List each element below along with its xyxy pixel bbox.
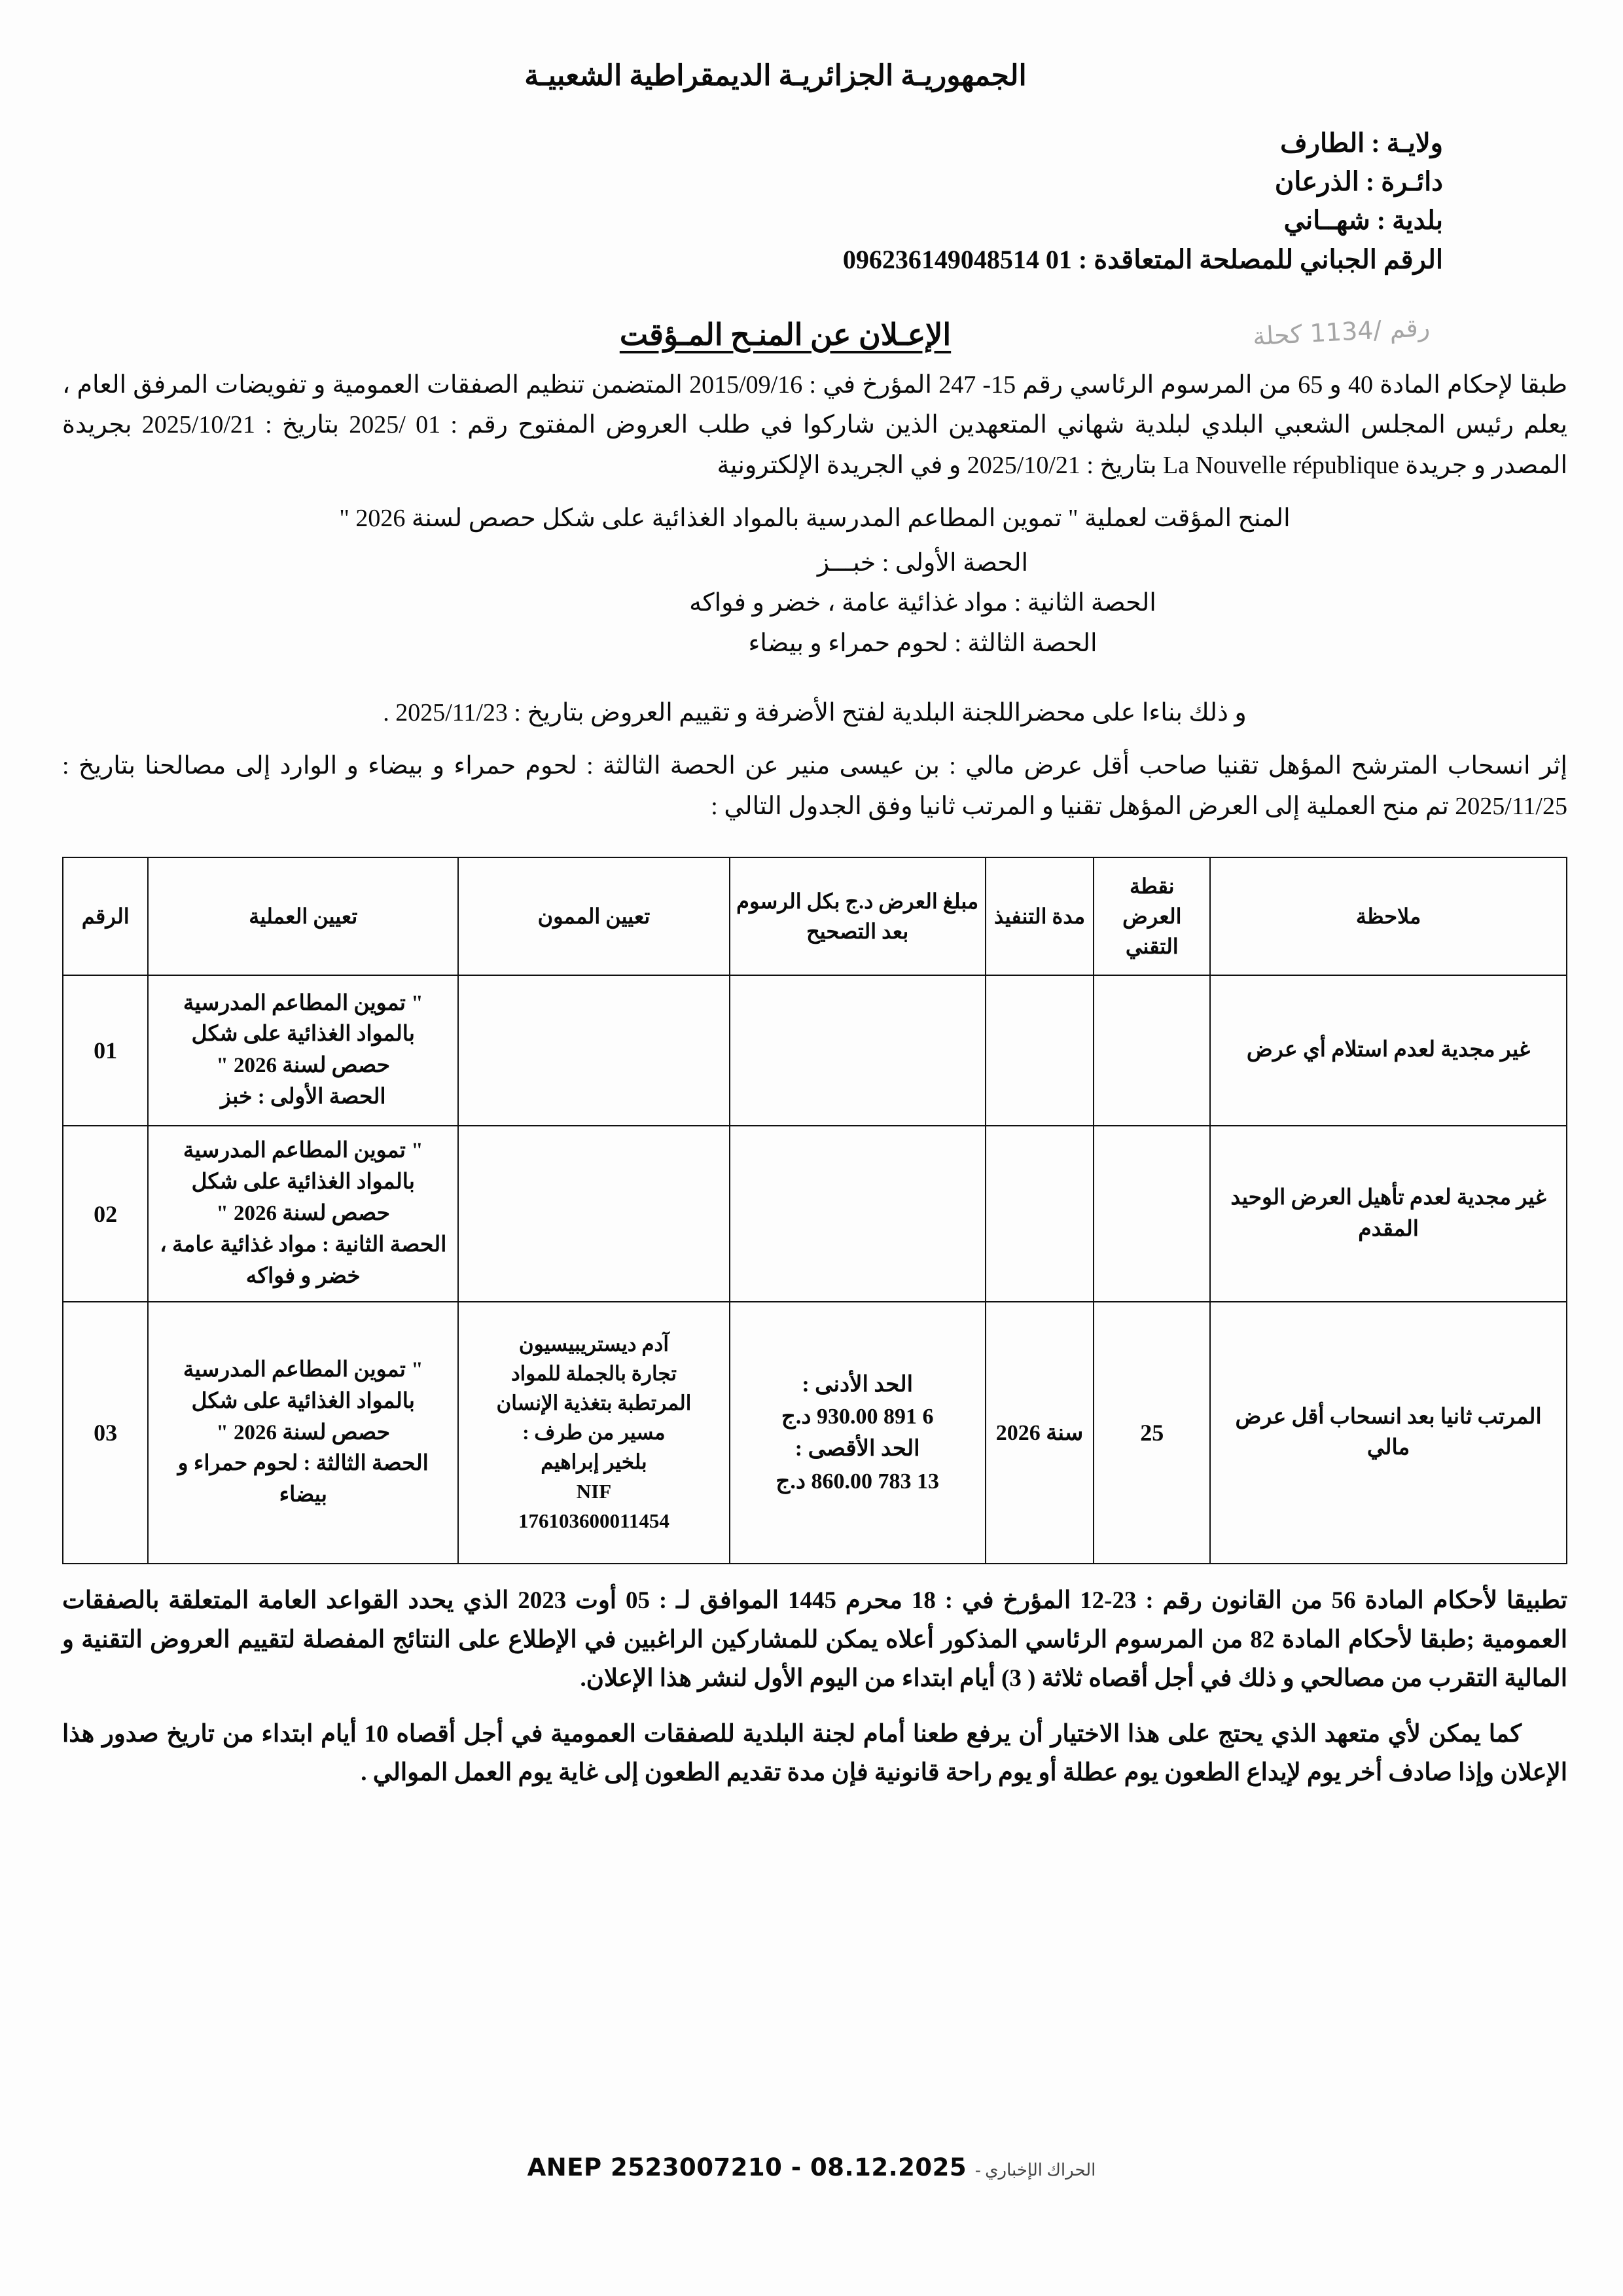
cell-operation: [148, 1302, 458, 1564]
closing-paragraph-1: تطبيقا لأحكام المادة 56 من القانون رقم : 23-12 المؤرخ في : 18 محرم 1445 الموافق لـ : 05 أوت 2023 الذي يحدد القواعد العامة المتعلقة بالصفقات العمومية ;طبقا لأحكام المادة 82 من المرسوم الرئاسي المذكور أعلاه يمكن للمشاركين الراغبين في الإطلاع على النتائج المفصلة لتقييم العروض التقنية و المالية التقرب من مصالحي و ذلك في أجل أقصاه ثلاثة ( 3) أيام ابتداء من اليوم الأول لنشر هذا الإعلان.: [62, 1587, 1568, 1692]
awards-table: [62, 857, 1567, 1564]
republic-heading: الجمهوريـة الجزائريـة الديمقراطية الشعبيـة: [524, 60, 1027, 92]
operation-line-3: الحصة الثالثة : لحوم حمراء و بيضاء: [177, 1452, 429, 1507]
document-sheet: [62, 39, 1567, 2265]
cell-tech-point: 25: [1094, 1302, 1210, 1564]
publisher-name: الحراك الإخباري -: [975, 2161, 1096, 2179]
closing-section: [62, 1581, 1567, 1792]
table-row: [63, 1302, 1567, 1564]
column-header-amount: مبلغ العرض د.ج بكل الرسوم بعد التصحيح: [730, 857, 986, 975]
operation-line-2: حصص لسنة 2026 ": [216, 1054, 391, 1078]
cell-supplier: [458, 1302, 730, 1564]
cell-operation: [148, 975, 458, 1126]
wilaya-line: ولايـة : الطارف: [1280, 128, 1443, 158]
amount-max-label: الحد الأقصى :: [794, 1437, 920, 1462]
amount-min-value: 6 891 930.00 د.ج: [781, 1405, 934, 1429]
column-header-operation: تعيين العملية: [148, 857, 458, 975]
operation-line-1: " تموين المطاعم المدرسية بالمواد الغذائية على شكل: [183, 1139, 423, 1194]
operation-line-3: الحصة الثانية : مواد غذائية عامة ، خضر و فواكه: [160, 1232, 447, 1288]
contracting-authority-block: [62, 124, 1567, 279]
withdrawal-paragraph: إثر انسحاب المترشح المؤهل تقنيا صاحب أقل عرض مالي : بن عيسى منير عن الحصة الثالثة : لحوم حمراء و بيضاء و الوارد إلى مصالحنا بتاريخ : 2025/11/25 تم منح العملية إلى العرض المؤهل تقنيا و المرتب ثانيا وفق الجدول التالي :: [62, 752, 1567, 820]
amount-min-label: الحد الأدنى :: [802, 1372, 914, 1397]
column-header-num: الرقم: [63, 857, 148, 975]
cell-num: 01: [63, 975, 148, 1126]
supplier-line-2: تجارة بالجملة للمواد: [510, 1362, 677, 1386]
supplier-line-5: بلخير إبراهيم: [541, 1450, 647, 1473]
cell-supplier: [458, 1126, 730, 1302]
lot-item-3: الحصة الثالثة : لحوم حمراء و بيضاء: [748, 630, 1097, 658]
cell-note: غير مجدية لعدم تأهيل العرض الوحيد المقدم: [1210, 1126, 1567, 1302]
cell-amount: [730, 1126, 986, 1302]
operation-line-2: حصص لسنة 2026 ": [216, 1420, 391, 1444]
cell-duration: [986, 1302, 1094, 1564]
column-header-note: ملاحظة: [1210, 857, 1567, 975]
lots-list: [62, 543, 1567, 664]
cell-duration: [986, 975, 1094, 1126]
operation-line-1: " تموين المطاعم المدرسية بالمواد الغذائية على شكل: [183, 1357, 423, 1413]
cell-amount: [730, 1302, 986, 1564]
baladia-line: بلدية : شهــاني: [1283, 206, 1443, 236]
daira-line: دائـرة : الذرعان: [1274, 167, 1443, 197]
table-row: [63, 1126, 1567, 1302]
cell-duration: [986, 1126, 1094, 1302]
commission-minutes-paragraph: و ذلك بناءا على محضراللجنة البلدية لفتح الأضرفة و تقييم العروض بتاريخ : 2025/11/23 .: [383, 698, 1247, 726]
cell-tech-point: [1094, 1126, 1210, 1302]
table-header-row: [63, 857, 1567, 975]
page-footer: [0, 2153, 1623, 2181]
column-header-duration: مدة التنفيذ: [986, 857, 1094, 975]
cell-note: غير مجدية لعدم استلام أي عرض: [1210, 975, 1567, 1126]
tax-id-line: الرقم الجباني للمصلحة المتعاقدة : 01 096236149048514: [842, 244, 1443, 274]
operation-line-2: حصص لسنة 2026 ": [216, 1201, 391, 1225]
anep-code: ANEP 2523007210 - 08.12.2025: [527, 2153, 967, 2181]
supplier-nif-value: 176103600011454: [518, 1509, 669, 1532]
closing-paragraph-2: كما يمكن لأي متعهد الذي يحتج على هذا الاختيار أن يرفع طعنا أمام لجنة البلدية للصفقات العمومية في أجل أقصاه 10 أيام ابتداء من تاريخ صدور هذا الإعلان وإذا صادف أخر يوم لإيداع الطعون يوم عطلة أو يوم راحة قانونية فإن مدة تقديم الطعون إلى غاية يوم العمل الموالي .: [62, 1721, 1567, 1787]
cell-operation: [148, 1126, 458, 1302]
cell-note: المرتب ثانيا بعد انسحاب أقل عرض مالي: [1210, 1302, 1567, 1564]
column-header-tech-point: نقطة العرض التقني: [1094, 857, 1210, 975]
supplier-nif-label: NIF: [576, 1479, 612, 1503]
cell-num: 02: [63, 1126, 148, 1302]
cell-supplier: [458, 975, 730, 1126]
provisional-award-paragraph: المنح المؤقت لعملية " تموين المطاعم المدرسية بالمواد الغذائية على شكل حصص لسنة 2026 ": [339, 505, 1291, 533]
column-header-supplier: تعيين الممون: [458, 857, 730, 975]
supplier-line-1: آدم ديستريبيسيون: [518, 1333, 669, 1356]
table-row: [63, 975, 1567, 1126]
supplier-line-4: مسير من طرف :: [522, 1420, 666, 1444]
anep-reference: [527, 2153, 1096, 2181]
operation-line-1: " تموين المطاعم المدرسية بالمواد الغذائية على شكل: [183, 991, 423, 1047]
intro-paragraph-1: طبقا لإحكام المادة 40 و 65 من المرسوم الرئاسي رقم 15- 247 المؤرخ في : 2015/09/16 المتضمن تنظيم الصفقات العمومية و تفويضات المرفق العام ، يعلم رئيس المجلس الشعبي البلدي لبلدية شهاني المتعهدين الذين شاركوا في طلب العروض المفتوح رقم : 01 /2025 بتاريخ : 2025/10/21 بجريدة المصدر و جريدة La Nouvelle république بتاريخ : 2025/10/21 و في الجريدة الإلكترونية: [62, 370, 1568, 479]
supplier-line-3: المرتطبة بتغذية الإنسان: [496, 1391, 692, 1415]
lot-item-1: الحصة الأولى : خبـــز: [817, 548, 1029, 577]
cell-num: 03: [63, 1302, 148, 1564]
cell-tech-point: [1094, 975, 1210, 1126]
lot-item-2: الحصة الثانية : مواد غذائية عامة ، خضر و فواكه: [689, 589, 1156, 617]
amount-max-value: 13 783 860.00 د.ج: [776, 1469, 939, 1494]
duration-value: سنة 2026: [995, 1420, 1084, 1445]
handwritten-annotation: رقم /1134 كحلة: [1251, 312, 1431, 351]
cell-amount: [730, 975, 986, 1126]
operation-line-3: الحصة الأولى : خبز: [220, 1085, 386, 1109]
page-title: الإعـلان عن المنـح المـؤقت: [619, 317, 952, 351]
